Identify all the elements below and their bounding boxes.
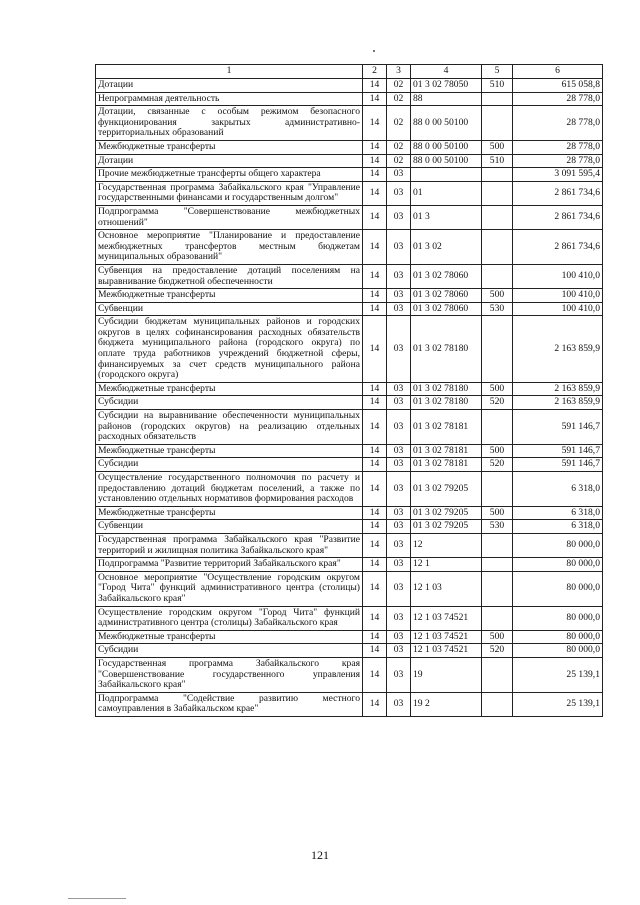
row-expense-type: 500: [482, 382, 513, 396]
table-row: [96, 154, 603, 168]
row-expense-type: 520: [482, 396, 513, 410]
row-name: Субсидии: [96, 396, 363, 410]
row-amount: 2 163 859,9: [513, 382, 603, 396]
row-expense-type: 520: [482, 644, 513, 658]
row-amount: 80 000,0: [513, 606, 603, 630]
row-subsection: 03: [387, 472, 411, 507]
table-row: [96, 571, 603, 606]
table-row: [96, 264, 603, 288]
row-name: Основное мероприятие "Осуществление городским округом "Город Чита" функций административного центра (столицы) Забайкальского края": [96, 571, 363, 606]
row-target-article: 19 2: [411, 692, 482, 716]
row-amount: 80 000,0: [513, 558, 603, 572]
row-expense-type: 510: [482, 154, 513, 168]
table-row: [96, 558, 603, 572]
table-row: [96, 205, 603, 229]
row-subsection: 02: [387, 154, 411, 168]
row-subsection: 03: [387, 205, 411, 229]
row-name: Межбюджетные трансферты: [96, 506, 363, 520]
row-subsection: 02: [387, 106, 411, 141]
row-name: Дотации: [96, 154, 363, 168]
table-row: [96, 533, 603, 557]
row-amount: 25 139,1: [513, 657, 603, 692]
row-name: Межбюджетные трансферты: [96, 444, 363, 458]
row-expense-type: [482, 264, 513, 288]
row-section: 14: [363, 316, 387, 383]
row-subsection: 03: [387, 316, 411, 383]
page-number: 121: [311, 848, 329, 862]
row-subsection: 03: [387, 520, 411, 534]
row-amount: 591 146,7: [513, 410, 603, 445]
table-row: [96, 106, 603, 141]
row-expense-type: [482, 657, 513, 692]
header-cell-amount: 6: [513, 65, 603, 79]
row-subsection: 03: [387, 181, 411, 205]
row-subsection: 03: [387, 558, 411, 572]
row-target-article: 01: [411, 181, 482, 205]
row-section: 14: [363, 520, 387, 534]
row-section: 14: [363, 289, 387, 303]
table-row: [96, 506, 603, 520]
row-target-article: 01 3 02 79205: [411, 520, 482, 534]
row-name: Дотации: [96, 79, 363, 93]
row-expense-type: 500: [482, 140, 513, 154]
row-expense-type: [482, 181, 513, 205]
row-expense-type: [482, 205, 513, 229]
row-target-article: 12 1 03 74521: [411, 644, 482, 658]
row-section: 14: [363, 168, 387, 182]
table-row: [96, 444, 603, 458]
row-subsection: 03: [387, 533, 411, 557]
row-expense-type: 500: [482, 506, 513, 520]
row-expense-type: [482, 316, 513, 383]
row-expense-type: [482, 472, 513, 507]
row-amount: 6 318,0: [513, 506, 603, 520]
row-section: 14: [363, 205, 387, 229]
row-target-article: 01 3 02 78180: [411, 316, 482, 383]
table-row: [96, 230, 603, 265]
row-name: Субвенция на предоставление дотаций поселениям на выравнивание бюджетной обеспеченности: [96, 264, 363, 288]
table-row: [96, 630, 603, 644]
row-section: 14: [363, 92, 387, 106]
row-name: Субвенции: [96, 520, 363, 534]
row-name: Подпрограмма "Развитие территорий Забайкальского края": [96, 558, 363, 572]
row-amount: 25 139,1: [513, 692, 603, 716]
row-section: 14: [363, 533, 387, 557]
row-subsection: 03: [387, 657, 411, 692]
row-expense-type: [482, 606, 513, 630]
row-amount: 2 163 859,9: [513, 396, 603, 410]
row-target-article: 01 3 02 78181: [411, 444, 482, 458]
row-subsection: 03: [387, 644, 411, 658]
row-subsection: 03: [387, 230, 411, 265]
row-name: Осуществление городским округом "Город Чита" функций административного центра (столицы) Забайкальского края: [96, 606, 363, 630]
row-name: Субвенции: [96, 302, 363, 316]
row-subsection: 03: [387, 302, 411, 316]
header-cell-target-article: 4: [411, 65, 482, 79]
row-section: 14: [363, 154, 387, 168]
row-target-article: 01 3 02 78060: [411, 289, 482, 303]
row-amount: 2 861 734,6: [513, 230, 603, 265]
table-row: [96, 79, 603, 93]
row-subsection: 03: [387, 571, 411, 606]
row-section: 14: [363, 140, 387, 154]
row-section: 14: [363, 410, 387, 445]
row-amount: 591 146,7: [513, 458, 603, 472]
row-name: Государственная программа Забайкальского края "Развитие территорий и жилищная политика Забайкальского края": [96, 533, 363, 557]
row-subsection: 03: [387, 289, 411, 303]
row-amount: 28 778,0: [513, 140, 603, 154]
row-name: Межбюджетные трансферты: [96, 140, 363, 154]
row-subsection: 02: [387, 140, 411, 154]
row-section: 14: [363, 657, 387, 692]
row-amount: 100 410,0: [513, 289, 603, 303]
row-section: 14: [363, 396, 387, 410]
row-target-article: 01 3 02 78180: [411, 382, 482, 396]
row-amount: 80 000,0: [513, 630, 603, 644]
row-name: Государственная программа Забайкальского края "Совершенствование государственного управления Забайкальского края": [96, 657, 363, 692]
table-row: [96, 410, 603, 445]
scan-speck: [373, 50, 375, 52]
table-row: [96, 289, 603, 303]
row-amount: 3 091 595,4: [513, 168, 603, 182]
row-subsection: 03: [387, 410, 411, 445]
row-expense-type: [482, 168, 513, 182]
row-section: 14: [363, 264, 387, 288]
row-target-article: 01 3 02 78181: [411, 458, 482, 472]
row-subsection: 03: [387, 382, 411, 396]
row-subsection: 02: [387, 92, 411, 106]
budget-table: [95, 64, 603, 717]
row-section: 14: [363, 230, 387, 265]
row-name: Непрограммная деятельность: [96, 92, 363, 106]
table-row: [96, 92, 603, 106]
row-name: Подпрограмма "Содействие развитию местного самоуправления в Забайкальском крае": [96, 692, 363, 716]
row-amount: 6 318,0: [513, 472, 603, 507]
row-expense-type: 500: [482, 444, 513, 458]
row-target-article: 01 3 02 78060: [411, 264, 482, 288]
table-row: [96, 458, 603, 472]
row-section: 14: [363, 472, 387, 507]
row-section: 14: [363, 571, 387, 606]
row-target-article: [411, 168, 482, 182]
row-section: 14: [363, 644, 387, 658]
row-name: Межбюджетные трансферты: [96, 289, 363, 303]
row-amount: 2 861 734,6: [513, 205, 603, 229]
row-name: Подпрограмма "Совершенствование межбюджетных отношений": [96, 205, 363, 229]
row-amount: 80 000,0: [513, 533, 603, 557]
row-amount: 591 146,7: [513, 444, 603, 458]
row-target-article: 01 3 02: [411, 230, 482, 265]
row-subsection: 03: [387, 396, 411, 410]
row-section: 14: [363, 558, 387, 572]
row-target-article: 01 3 02 78181: [411, 410, 482, 445]
row-name: Субсидии: [96, 644, 363, 658]
row-section: 14: [363, 444, 387, 458]
row-expense-type: [482, 692, 513, 716]
header-cell-subsection: 3: [387, 65, 411, 79]
row-target-article: 12 1: [411, 558, 482, 572]
header-cell-section: 2: [363, 65, 387, 79]
table-row: [96, 302, 603, 316]
row-target-article: 01 3: [411, 205, 482, 229]
row-name: Дотации, связанные с особым режимом безопасного функционирования закрытых административно-территориальных образований: [96, 106, 363, 141]
header-cell-name: 1: [96, 65, 363, 79]
row-target-article: 01 3 02 79205: [411, 506, 482, 520]
table-row: [96, 644, 603, 658]
row-name: Осуществление государственного полномочия по расчету и предоставлению дотаций бюджетам поселений, а также по установлению отдельных нормативов формирования расходов: [96, 472, 363, 507]
row-amount: 100 410,0: [513, 302, 603, 316]
row-target-article: 01 3 02 78180: [411, 396, 482, 410]
row-name: Государственная программа Забайкальского края "Управление государственными финансами и государственным долгом": [96, 181, 363, 205]
row-target-article: 01 3 02 79205: [411, 472, 482, 507]
row-name: Межбюджетные трансферты: [96, 382, 363, 396]
row-name: Основное мероприятие "Планирование и предоставление межбюджетных трансфертов местным бюджетам муниципальных образований": [96, 230, 363, 265]
row-amount: 28 778,0: [513, 106, 603, 141]
row-target-article: 88 0 00 50100: [411, 140, 482, 154]
row-section: 14: [363, 692, 387, 716]
row-section: 14: [363, 506, 387, 520]
table-row: [96, 168, 603, 182]
table-row: [96, 382, 603, 396]
row-amount: 28 778,0: [513, 154, 603, 168]
row-target-article: 19: [411, 657, 482, 692]
row-section: 14: [363, 79, 387, 93]
row-subsection: 02: [387, 79, 411, 93]
row-amount: 100 410,0: [513, 264, 603, 288]
row-target-article: 12 1 03: [411, 571, 482, 606]
row-expense-type: [482, 92, 513, 106]
row-target-article: 12 1 03 74521: [411, 630, 482, 644]
row-subsection: 03: [387, 606, 411, 630]
row-expense-type: [482, 230, 513, 265]
row-section: 14: [363, 606, 387, 630]
row-expense-type: 500: [482, 289, 513, 303]
row-name: Субсидии на выравнивание обеспеченности муниципальных районов (городских округов) на реализацию отдельных расходных обязательств: [96, 410, 363, 445]
row-name: Субсидии: [96, 458, 363, 472]
row-amount: 80 000,0: [513, 571, 603, 606]
row-section: 14: [363, 458, 387, 472]
row-target-article: 88: [411, 92, 482, 106]
table-row: [96, 472, 603, 507]
table-row: [96, 692, 603, 716]
row-target-article: 12: [411, 533, 482, 557]
header-row: [96, 65, 603, 79]
row-expense-type: [482, 533, 513, 557]
row-target-article: 88 0 00 50100: [411, 106, 482, 141]
row-subsection: 03: [387, 506, 411, 520]
row-subsection: 03: [387, 264, 411, 288]
table-row: [96, 181, 603, 205]
table-row: [96, 520, 603, 534]
table-row: [96, 396, 603, 410]
table-row: [96, 316, 603, 383]
row-section: 14: [363, 106, 387, 141]
row-section: 14: [363, 181, 387, 205]
footer-rule: [68, 898, 126, 899]
row-section: 14: [363, 382, 387, 396]
row-expense-type: [482, 410, 513, 445]
row-amount: 615 058,8: [513, 79, 603, 93]
table-row: [96, 657, 603, 692]
row-name: Межбюджетные трансферты: [96, 630, 363, 644]
row-subsection: 03: [387, 692, 411, 716]
row-name: Прочие межбюджетные трансферты общего характера: [96, 168, 363, 182]
row-subsection: 03: [387, 630, 411, 644]
row-subsection: 03: [387, 458, 411, 472]
row-expense-type: [482, 571, 513, 606]
table-row: [96, 606, 603, 630]
row-target-article: 01 3 02 78050: [411, 79, 482, 93]
row-expense-type: 530: [482, 302, 513, 316]
row-target-article: 01 3 02 78060: [411, 302, 482, 316]
row-amount: 2 163 859,9: [513, 316, 603, 383]
row-expense-type: 520: [482, 458, 513, 472]
row-target-article: 88 0 00 50100: [411, 154, 482, 168]
row-expense-type: 510: [482, 79, 513, 93]
row-section: 14: [363, 302, 387, 316]
row-expense-type: [482, 558, 513, 572]
row-amount: 2 861 734,6: [513, 181, 603, 205]
row-subsection: 03: [387, 444, 411, 458]
row-amount: 6 318,0: [513, 520, 603, 534]
header-cell-expense-type: 5: [482, 65, 513, 79]
row-expense-type: [482, 106, 513, 141]
row-name: Субсидии бюджетам муниципальных районов и городских округов в целях софинансирования расходных обязательств бюджета муниципального района (городского округа) по оплате труда работников учреждений бюджетной сферы, финансируемых за счет средств муниципального района (городского округа): [96, 316, 363, 383]
row-expense-type: 500: [482, 630, 513, 644]
row-amount: 80 000,0: [513, 644, 603, 658]
row-subsection: 03: [387, 168, 411, 182]
row-section: 14: [363, 630, 387, 644]
row-amount: 28 778,0: [513, 92, 603, 106]
row-target-article: 12 1 03 74521: [411, 606, 482, 630]
table-row: [96, 140, 603, 154]
row-expense-type: 530: [482, 520, 513, 534]
